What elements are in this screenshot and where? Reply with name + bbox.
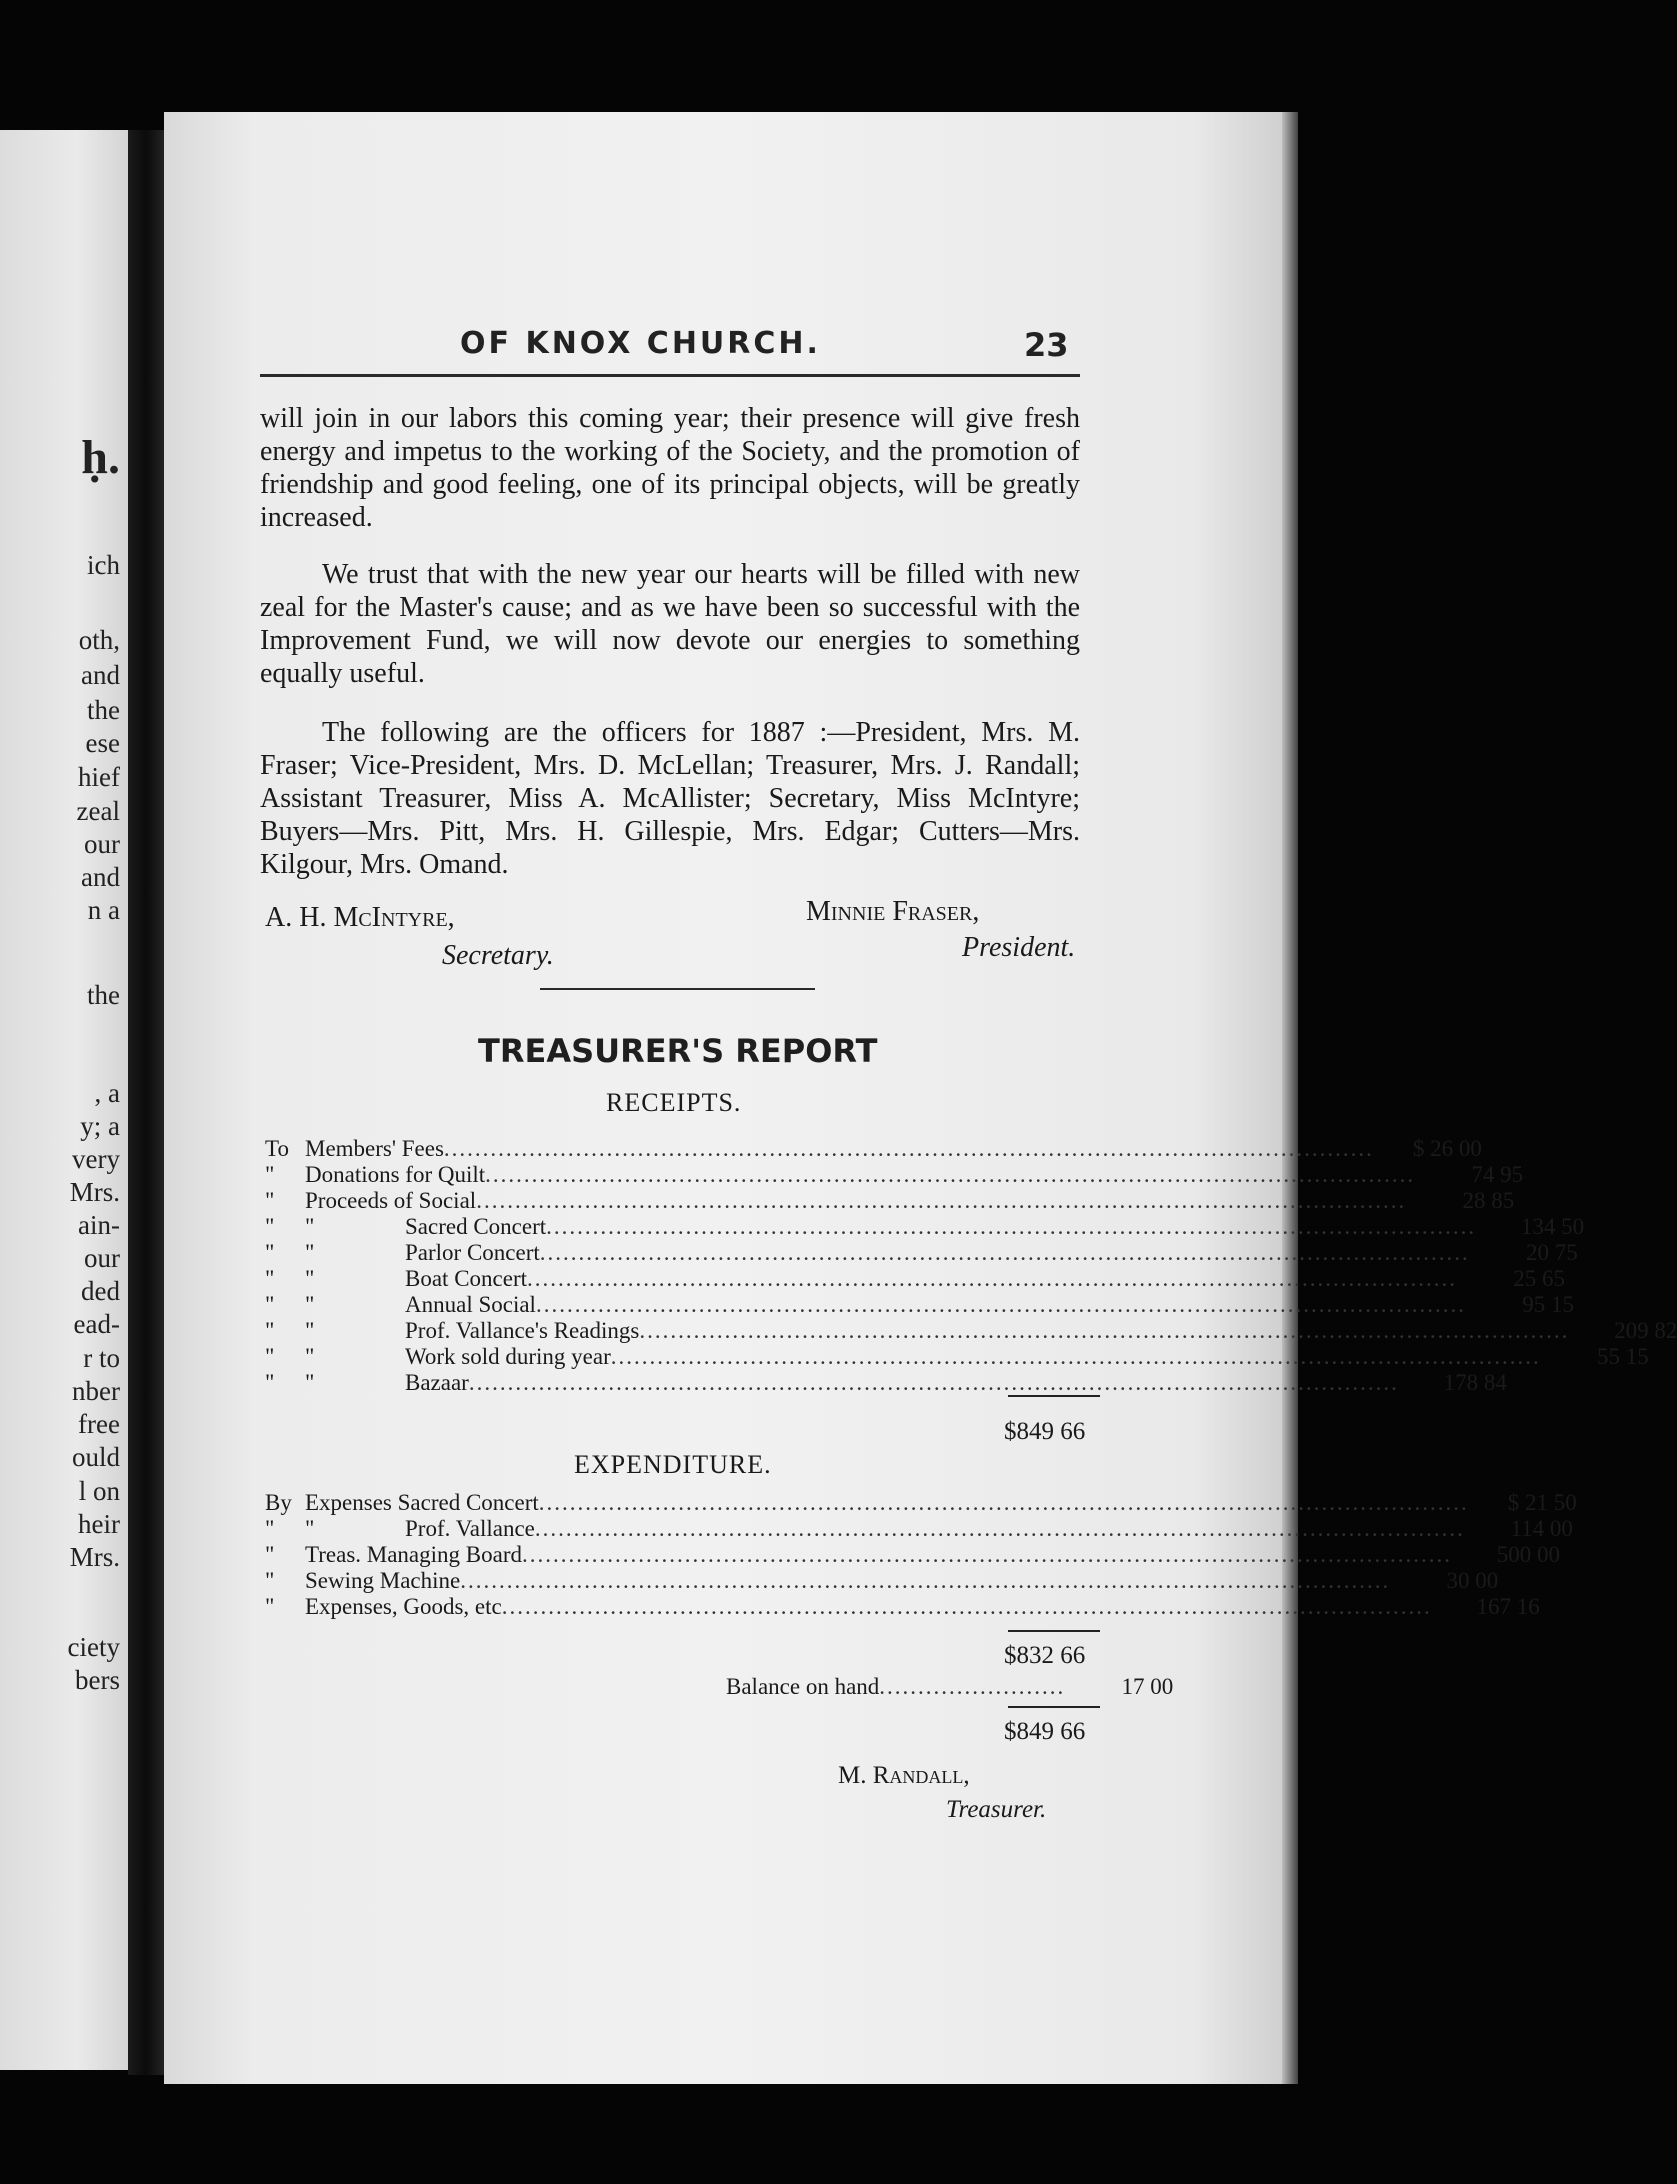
facing-page-word: ese xyxy=(85,728,120,758)
balance-amount: 17 00 xyxy=(1121,1674,1174,1699)
row-amount: 55 15 xyxy=(1597,1344,1649,1369)
dot-leader: ........................................................................................................................ xyxy=(639,1318,1570,1343)
row-amount: 30 00 xyxy=(1446,1568,1499,1593)
dot-leader: ........................................................................................................................ xyxy=(538,1490,1469,1515)
row-amount: 178 84 xyxy=(1443,1370,1507,1395)
row-amount: 134 50 xyxy=(1520,1214,1585,1239)
row-item: Proceeds of Social xyxy=(305,1188,477,1213)
row-prefix: " xyxy=(265,1318,275,1343)
row-amount: 95 15 xyxy=(1522,1292,1574,1317)
row-item: Prof. Vallance xyxy=(405,1516,535,1541)
dot-leader: ........................................................................................................................ xyxy=(501,1594,1432,1619)
row-prefix: " xyxy=(265,1240,275,1265)
receipts-heading: RECEIPTS. xyxy=(606,1088,742,1117)
dot-leader: ........................................................................................................................ xyxy=(443,1136,1374,1161)
facing-page-word: oth, xyxy=(78,625,120,655)
section-divider xyxy=(540,988,815,990)
dot-leader: ........................ xyxy=(879,1674,1066,1699)
treasurer-name: M. Randall, xyxy=(838,1762,970,1789)
paragraph-text: We trust that with the new year our hearts will be filled with new zeal for the Master's cause; and as we have been so successful with the Improvement Fund, we will now devote our energies to something equally useful. xyxy=(260,559,1080,689)
facing-page-word: ead- xyxy=(73,1309,120,1339)
ditto-mark: " xyxy=(305,1292,315,1317)
row-item: Sacred Concert xyxy=(405,1214,547,1239)
row-item: Boat Concert xyxy=(405,1266,527,1291)
page-edge xyxy=(1282,112,1298,2084)
facing-page-word: and xyxy=(81,862,120,892)
facing-page-word: free xyxy=(78,1409,120,1439)
grand-total: $849 66 xyxy=(1004,1718,1086,1745)
ditto-mark: " xyxy=(305,1214,315,1239)
row-prefix: " xyxy=(265,1594,275,1619)
row-amount: 209 82 xyxy=(1614,1318,1677,1343)
row-prefix: " xyxy=(265,1542,275,1567)
page-number: 23 xyxy=(1024,326,1069,364)
row-item: Expenses, Goods, etc xyxy=(305,1594,502,1619)
balance-label: Balance on hand xyxy=(726,1674,880,1699)
ledger-row xyxy=(265,1214,1585,1240)
ledger-row xyxy=(265,1344,1649,1370)
row-item: Bazaar xyxy=(405,1370,469,1395)
receipts-total: $849 66 xyxy=(1004,1418,1086,1445)
row-prefix: " xyxy=(265,1516,275,1541)
row-item: Parlor Concert xyxy=(405,1240,540,1265)
header-rule xyxy=(260,374,1080,377)
dot-leader: ........................................................................................................................ xyxy=(476,1188,1407,1213)
secretary-title: Secretary. xyxy=(442,940,554,971)
row-prefix: " xyxy=(265,1214,275,1239)
total-rule xyxy=(1008,1706,1100,1708)
secretary-name: A. H. McIntyre, xyxy=(265,902,455,933)
dot-leader: ........................................................................................................................ xyxy=(534,1516,1465,1541)
row-amount: $ 21 50 xyxy=(1507,1490,1577,1515)
president-name: Minnie Fraser, xyxy=(806,896,980,927)
facing-page-word: Mrs. xyxy=(69,1177,120,1207)
facing-page-word: the xyxy=(87,980,120,1010)
facing-page-word: our xyxy=(84,829,120,859)
row-prefix: " xyxy=(265,1188,275,1213)
facing-page-word: heir xyxy=(78,1509,120,1539)
dot-leader: ........................................................................................................................ xyxy=(521,1542,1452,1567)
paragraph-3 xyxy=(260,716,1080,881)
facing-page-word: l on xyxy=(78,1476,120,1506)
facing-page-word: bers xyxy=(75,1665,120,1695)
ditto-mark: " xyxy=(305,1266,315,1291)
facing-page-word: ciety xyxy=(67,1632,120,1662)
facing-page-word: ould xyxy=(71,1442,120,1472)
dot-leader: ........................................................................................................................ xyxy=(535,1292,1466,1317)
ledger-row xyxy=(265,1240,1578,1266)
paragraph-2 xyxy=(260,558,1080,690)
dot-leader: ........................................................................................................................ xyxy=(460,1568,1391,1593)
balance-row xyxy=(726,1674,1174,1700)
row-item: Annual Social xyxy=(405,1292,536,1317)
row-prefix: To xyxy=(265,1136,289,1161)
ditto-mark: " xyxy=(305,1344,315,1369)
running-head: OF KNOX CHURCH. xyxy=(460,326,821,361)
ledger-row xyxy=(265,1318,1677,1344)
row-amount: 114 00 xyxy=(1510,1516,1573,1541)
row-prefix: " xyxy=(265,1292,275,1317)
ledger-row xyxy=(265,1292,1574,1318)
row-prefix: " xyxy=(265,1568,275,1593)
row-amount: 25 65 xyxy=(1513,1266,1565,1291)
row-item: Members' Fees xyxy=(305,1136,444,1161)
row-amount: 167 16 xyxy=(1476,1594,1540,1619)
dot-leader: ........................................................................................................................ xyxy=(546,1214,1477,1239)
expenditure-total: $832 66 xyxy=(1004,1642,1086,1669)
ditto-mark: " xyxy=(305,1370,315,1395)
facing-page-word: r to xyxy=(83,1343,120,1373)
row-item: Sewing Machine xyxy=(305,1568,461,1593)
row-prefix: " xyxy=(265,1162,275,1187)
ledger-row xyxy=(265,1490,1577,1516)
ledger-row xyxy=(265,1188,1515,1214)
ditto-mark: " xyxy=(305,1516,315,1541)
row-prefix: By xyxy=(265,1490,292,1515)
dot-leader: ........................................................................................................................ xyxy=(610,1344,1541,1369)
ledger-row xyxy=(265,1542,1560,1568)
facing-page-word: Mrs. xyxy=(69,1542,120,1572)
ledger-row xyxy=(265,1370,1507,1396)
ledger-row xyxy=(265,1594,1540,1620)
expenditure-heading: EXPENDITURE. xyxy=(574,1450,772,1479)
row-prefix: " xyxy=(265,1370,275,1395)
facing-page-word: ich xyxy=(87,550,120,580)
total-rule xyxy=(1008,1630,1100,1632)
ledger-row xyxy=(265,1266,1565,1292)
row-amount: 74 95 xyxy=(1471,1162,1524,1187)
row-prefix: " xyxy=(265,1266,275,1291)
row-item: Treas. Managing Board xyxy=(305,1542,522,1567)
facing-page-word: the xyxy=(87,695,120,725)
paragraph-text: The following are the officers for 1887 :—President, Mrs. M. Fraser; Vice-President, Mrs. D. McLellan; Treasurer, Mrs. J. Randall; Assistant Treasurer, Miss A. McAllister; Secretary, Miss McIntyre; Buyers—Mrs. Pitt, Mrs. H. Gillespie, Mrs. Edgar; Cutters—Mrs. Kilgour, Mrs. Omand. xyxy=(260,717,1080,880)
ditto-mark: " xyxy=(305,1240,315,1265)
row-item: Donations for Quilt xyxy=(305,1162,486,1187)
facing-page-word: and xyxy=(81,660,120,690)
dot-leader: ........................................................................................................................ xyxy=(539,1240,1470,1265)
dot-leader: ........................................................................................................................ xyxy=(468,1370,1399,1395)
row-amount: 20 75 xyxy=(1526,1240,1578,1265)
facing-page-word: ḥ. xyxy=(81,431,120,484)
row-item: Work sold during year xyxy=(405,1344,611,1369)
row-item: Expenses Sacred Concert xyxy=(305,1490,539,1515)
dot-leader: ........................................................................................................................ xyxy=(527,1266,1457,1291)
ledger-row xyxy=(265,1136,1482,1162)
row-amount: $ 26 00 xyxy=(1412,1136,1482,1161)
facing-page-word: very xyxy=(72,1144,120,1174)
facing-page-word: n a xyxy=(87,895,120,925)
facing-page-word: nber xyxy=(72,1376,120,1406)
facing-page-word: ded xyxy=(81,1276,120,1306)
row-item: Prof. Vallance's Readings xyxy=(405,1318,640,1343)
paragraph-text: will join in our labors this coming year; their presence will give fresh energy and impetus to the working of the Society, and the promotion of friendship and good feeling, one of its principal objects, will be greatly increased. xyxy=(260,403,1080,533)
ditto-mark: " xyxy=(305,1318,315,1343)
facing-page-word: hief xyxy=(78,762,120,792)
dot-leader: ........................................................................................................................ xyxy=(485,1162,1416,1187)
row-amount: 500 00 xyxy=(1496,1542,1560,1567)
report-title: TREASURER'S REPORT xyxy=(478,1032,878,1070)
ledger-row xyxy=(265,1516,1573,1542)
facing-page-word: ain- xyxy=(78,1210,120,1240)
book-gutter xyxy=(128,130,164,2075)
facing-page-word: , a xyxy=(94,1078,120,1108)
total-rule xyxy=(1008,1395,1100,1397)
row-prefix: " xyxy=(265,1344,275,1369)
facing-page-word: zeal xyxy=(76,796,120,826)
row-amount: 28 85 xyxy=(1462,1188,1515,1213)
ledger-row xyxy=(265,1568,1499,1594)
treasurer-title: Treasurer. xyxy=(946,1796,1047,1823)
facing-page-fragment xyxy=(0,130,128,2070)
facing-page-word: y; a xyxy=(80,1111,120,1141)
president-title: President. xyxy=(962,932,1076,963)
paragraph-1 xyxy=(260,402,1080,534)
facing-page-word: our xyxy=(84,1243,120,1273)
ledger-row xyxy=(265,1162,1524,1188)
